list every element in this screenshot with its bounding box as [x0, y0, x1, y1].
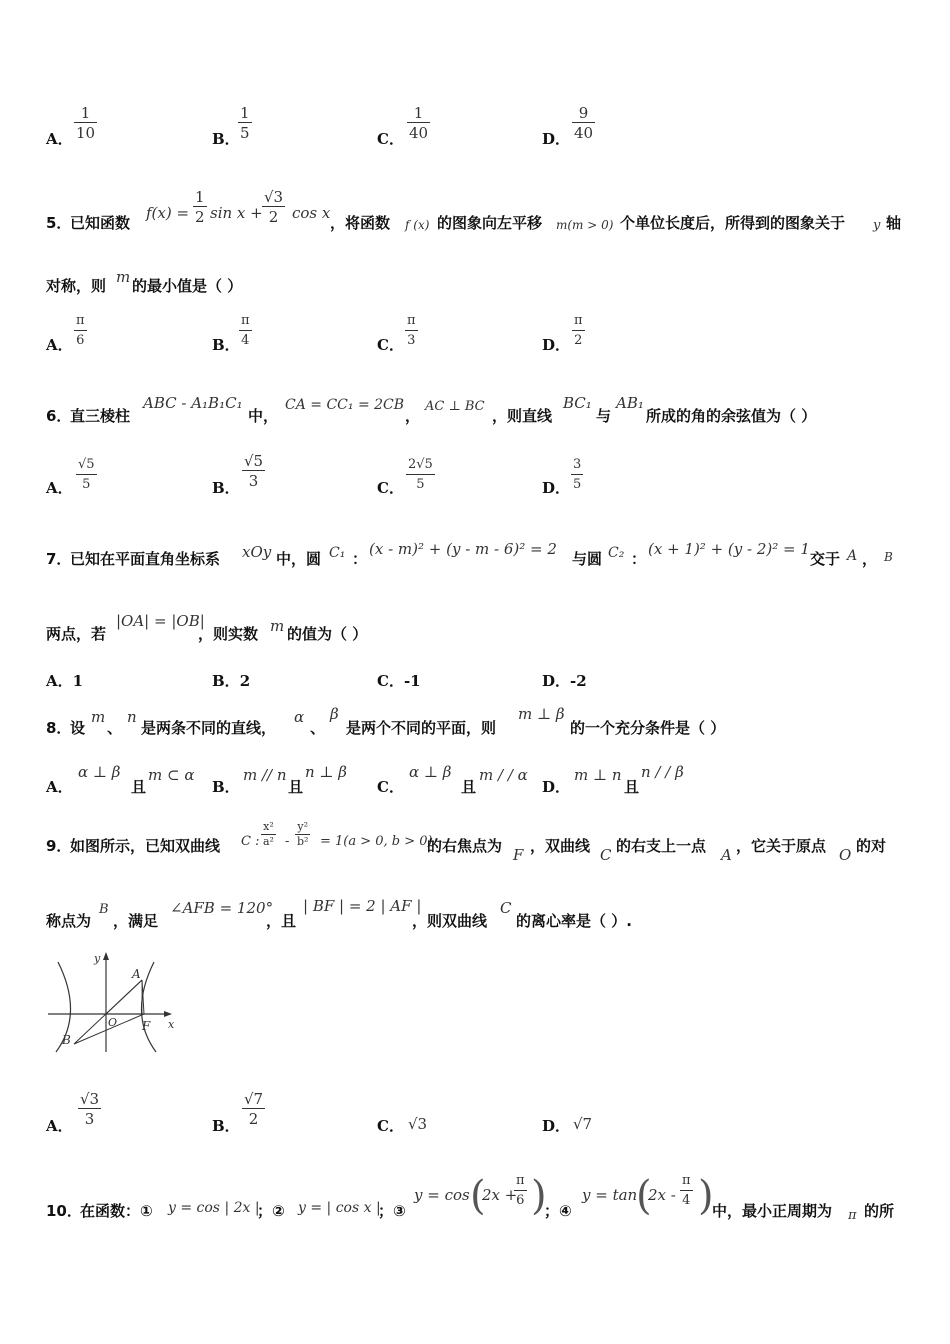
question-text: 的最小值是（ ） — [132, 277, 243, 295]
question-text: 已知函数 — [70, 214, 131, 232]
label-x: x — [168, 1018, 175, 1031]
option-label: B． — [212, 778, 240, 796]
question-text: 、 — [310, 719, 326, 737]
question-text: ，它关于原点 — [736, 837, 827, 855]
question-text: 轴 — [886, 214, 902, 232]
question-text: 与 — [596, 407, 612, 425]
question-text: ，则双曲线 — [412, 912, 488, 930]
option-d-fraction[interactable]: $\frac{3}{5}$ — [571, 456, 583, 495]
y-axis-arrow — [103, 952, 109, 960]
option-label: C． — [377, 336, 404, 354]
math-expr: y = cos — [414, 1186, 470, 1204]
segment-OA — [106, 980, 142, 1014]
hyperbola-figure — [44, 948, 184, 1056]
math-expr: f (x) — [405, 218, 430, 232]
option-label: C． — [377, 130, 404, 148]
question-text: 是两个不同的平面，则 — [346, 719, 497, 737]
math-expr: O — [839, 846, 852, 864]
question-text: 直三棱柱 — [70, 407, 131, 425]
question-text: 交于 — [810, 550, 841, 568]
math-expr: m(m > 0) — [556, 218, 614, 232]
question-text: ， — [405, 407, 421, 425]
option-d-cond1[interactable]: m ⊥ n — [574, 766, 622, 784]
question-text: 称点为 — [46, 912, 92, 930]
question-text: 已知在平面直角坐标系 — [70, 550, 221, 568]
math-expr: AB₁ — [616, 394, 644, 412]
paren-right: ) — [698, 1173, 714, 1219]
math-fraction: $\frac{√3}{2}$ — [264, 188, 284, 226]
question-text: 与圆 — [572, 550, 603, 568]
question-text: 且 — [624, 778, 640, 796]
math-expr: (x - m)² + (y - m - 6)² = 2 — [369, 540, 557, 558]
option-b-fraction[interactable]: $\frac{1}{5}$ — [240, 104, 250, 142]
label-B: B — [62, 1033, 71, 1047]
option-b-cond1[interactable]: m // n — [243, 766, 287, 784]
math-expr: - — [285, 834, 290, 849]
question-text: ： — [352, 550, 368, 568]
math-expr: C₂ — [608, 545, 625, 561]
question-text: ： — [631, 550, 647, 568]
option-label: C． — [377, 1117, 404, 1135]
option-d-fraction[interactable]: $\frac{\pi}{2}$ — [572, 312, 585, 351]
option-d[interactable]: D．-2 — [542, 672, 587, 690]
label-A: A — [132, 967, 141, 981]
question-text: 个单位长度后，所得到的图象关于 — [620, 214, 846, 232]
paren-left: ( — [636, 1173, 652, 1219]
option-label: A． — [46, 1117, 73, 1135]
math-expr: m — [116, 268, 131, 286]
option-c[interactable]: C．-1 — [377, 672, 421, 690]
math-expr: π — [848, 1208, 857, 1223]
question-number: 6． — [46, 407, 72, 425]
option-a-fraction[interactable]: $\frac{√5}{5}$ — [76, 456, 97, 495]
math-expr: y = tan — [582, 1186, 638, 1204]
question-text: 且 — [288, 778, 304, 796]
question-text: 的一个充分条件是（ ） — [570, 719, 726, 737]
question-text: ， — [862, 550, 878, 568]
math-expr: sin x + — [210, 204, 263, 222]
question-text: 的对 — [856, 837, 887, 855]
question-number: 10． — [46, 1202, 82, 1220]
question-number: 7． — [46, 550, 72, 568]
math-expr: = 1(a > 0, b > 0) — [320, 834, 433, 849]
option-a-fraction[interactable]: $\frac{\pi}{6}$ — [74, 312, 87, 351]
question-text: ，且 — [266, 912, 297, 930]
option-c-fraction[interactable]: $\frac{1}{40}$ — [409, 104, 429, 142]
math-expr: C₁ — [329, 545, 346, 561]
question-text: ；④ — [544, 1202, 572, 1220]
math-expr: BC₁ — [563, 394, 592, 412]
math-expr: A — [847, 548, 858, 564]
question-text: 对称，则 — [46, 277, 107, 295]
option-c-fraction[interactable]: $\frac{2√5}{5}$ — [406, 456, 435, 495]
math-expr: (x + 1)² + (y - 2)² = 1 — [648, 540, 810, 558]
math-expr: ∠AFB = 120° — [170, 899, 274, 917]
question-text: 中，最小正周期为 — [712, 1202, 833, 1220]
question-text: 且 — [131, 778, 147, 796]
option-label: D． — [542, 336, 571, 354]
math-fraction: $\frac{1}{2}$ — [195, 188, 205, 226]
math-expr: F — [513, 846, 524, 864]
option-a-cond1[interactable]: α ⊥ β — [78, 763, 121, 781]
math-expr: β — [330, 705, 339, 723]
question-text: 的右焦点为 — [427, 837, 503, 855]
math-expr: | BF | = 2 | AF | — [303, 897, 422, 915]
option-c-fraction[interactable]: $\frac{\pi}{3}$ — [405, 312, 418, 351]
option-c-cond1[interactable]: α ⊥ β — [409, 763, 452, 781]
math-expr: m — [91, 708, 106, 726]
option-d-fraction[interactable]: $\frac{9}{40}$ — [574, 104, 594, 142]
option-a[interactable]: A．1 — [46, 672, 84, 690]
question-text: 中，圆 — [276, 550, 322, 568]
question-text: 如图所示，已知双曲线 — [70, 837, 221, 855]
question-text: 是两条不同的直线， — [141, 719, 277, 737]
question-text: 两点，若 — [46, 625, 107, 643]
question-text: 的所 — [864, 1202, 895, 1220]
option-b[interactable]: B．2 — [212, 672, 251, 690]
math-expr: m ⊥ β — [518, 705, 565, 723]
paren-left: ( — [470, 1173, 486, 1219]
option-label: D． — [542, 479, 571, 497]
question-text: 所成的角的余弦值为（ ） — [646, 407, 817, 425]
math-fraction: $\frac{\pi}{4}$ — [680, 1172, 693, 1211]
math-fraction: $\frac{\text{x²}}{\text{a²}}$ — [263, 820, 274, 848]
math-expr: B — [99, 902, 109, 917]
math-expr: CA = CC₁ = 2CB — [285, 397, 405, 413]
label-y: y — [94, 952, 101, 965]
option-b-cond2[interactable]: n ⊥ β — [305, 763, 347, 781]
question-text: ；② — [257, 1202, 285, 1220]
label-O: O — [108, 1016, 118, 1029]
option-label: B． — [212, 130, 240, 148]
option-label: D． — [542, 778, 571, 796]
option-a-fraction[interactable]: $\frac{√3}{3}$ — [80, 1090, 100, 1128]
math-expr: α — [294, 708, 305, 726]
math-expr: AC ⊥ BC — [425, 399, 485, 414]
option-label: B． — [212, 336, 240, 354]
option-label: D． — [542, 130, 571, 148]
question-text: ，满足 — [113, 912, 159, 930]
question-text: 的右支上一点 — [616, 837, 707, 855]
option-label: A． — [46, 130, 73, 148]
math-expr: A — [721, 846, 732, 864]
option-label: B． — [212, 1117, 240, 1135]
question-text: ，则直线 — [492, 407, 553, 425]
option-label: A． — [46, 479, 73, 497]
question-text: 的图象向左平移 — [437, 214, 543, 232]
question-text: 在函数：① — [80, 1202, 153, 1220]
option-label: C． — [377, 778, 404, 796]
question-text: 设 — [70, 719, 86, 737]
option-a-cond2[interactable]: m ⊂ α — [148, 766, 195, 784]
question-number: 5． — [46, 214, 72, 232]
question-number: 9． — [46, 837, 72, 855]
question-text: 、 — [107, 719, 123, 737]
math-expr: |OA| = |OB| — [116, 612, 205, 630]
math-expr: f(x) = — [146, 204, 190, 222]
question-text: 中， — [248, 407, 279, 425]
math-expr: xOy — [242, 543, 272, 561]
math-expr: ABC - A₁B₁C₁ — [143, 394, 243, 412]
math-expr: y = | cos x | — [298, 1200, 381, 1216]
math-expr: y — [873, 218, 881, 233]
math-fraction: $\frac{\pi}{6}$ — [514, 1172, 527, 1211]
math-expr: 2x - — [648, 1186, 676, 1204]
option-d-cond2[interactable]: n / / β — [641, 763, 684, 781]
math-expr: m — [270, 617, 285, 635]
question-number: 8． — [46, 719, 72, 737]
option-label: A． — [46, 336, 73, 354]
option-b-fraction[interactable]: $\frac{√7}{2}$ — [244, 1090, 264, 1128]
math-expr: cos x — [292, 204, 331, 222]
label-F: F — [142, 1019, 151, 1033]
option-c-value[interactable]: √3 — [408, 1115, 428, 1133]
math-expr: 2x + — [482, 1186, 518, 1204]
option-label: B． — [212, 479, 240, 497]
question-text: 且 — [461, 778, 477, 796]
math-expr: B — [884, 550, 893, 564]
option-c-cond2[interactable]: m / / α — [479, 766, 528, 784]
question-text: ，则实数 — [198, 625, 259, 643]
option-b-fraction[interactable]: $\frac{\pi}{4}$ — [239, 312, 252, 351]
question-text: 的离心率是（ ）. — [516, 912, 632, 930]
question-text: ，将函数 — [330, 214, 391, 232]
option-label: D． — [542, 1117, 571, 1135]
math-expr: C — [500, 899, 512, 917]
option-label: A． — [46, 778, 73, 796]
option-label: C． — [377, 479, 404, 497]
x-axis-arrow — [164, 1011, 172, 1017]
math-expr: y = cos | 2x | — [168, 1200, 260, 1216]
question-text: 的值为（ ） — [287, 625, 368, 643]
math-expr: n — [127, 708, 137, 726]
question-text: ，双曲线 — [530, 837, 591, 855]
paren-right: ) — [531, 1173, 547, 1219]
option-d-value[interactable]: √7 — [573, 1115, 593, 1133]
math-expr: C : — [241, 834, 260, 849]
option-a-fraction[interactable]: $\frac{1}{10}$ — [76, 104, 96, 142]
question-text: ；③ — [378, 1202, 406, 1220]
option-b-fraction[interactable]: $\frac{√5}{3}$ — [244, 452, 264, 490]
math-expr: C — [600, 846, 612, 864]
math-fraction: $\frac{\text{y²}}{\text{b²}}$ — [297, 820, 309, 848]
